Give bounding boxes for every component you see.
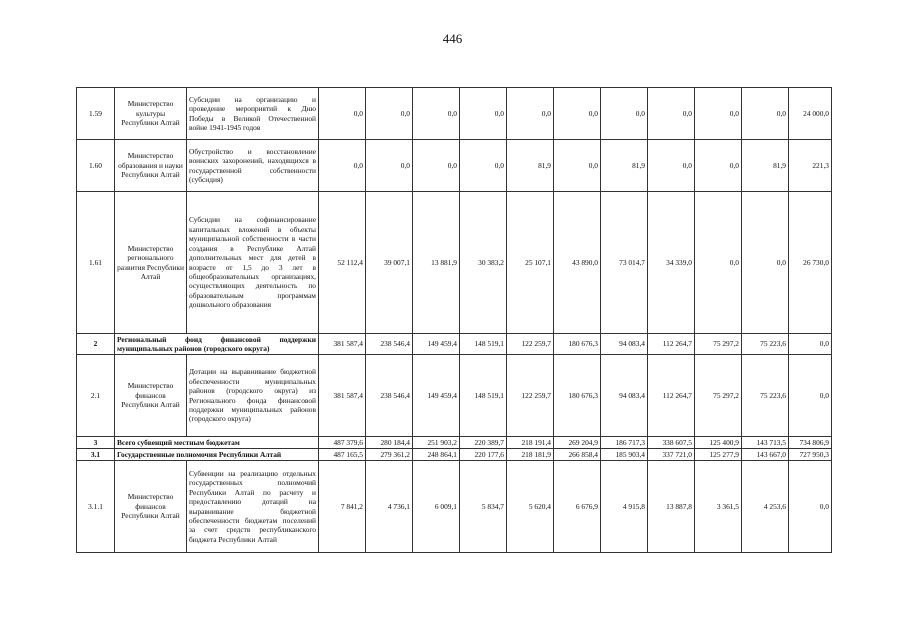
row-value: 125 277,9: [695, 449, 742, 461]
row-title: Государственные полномочия Республики Алтай: [115, 449, 319, 461]
row-value: 180 676,3: [554, 334, 601, 355]
row-value: 220 177,6: [460, 449, 507, 461]
row-value: 4 736,1: [366, 461, 413, 553]
row-value: 0,0: [695, 192, 742, 334]
row-value: 125 400,9: [695, 437, 742, 449]
row-value: 0,0: [366, 140, 413, 192]
row-value: 112 264,7: [648, 355, 695, 437]
row-value: 148 519,1: [460, 334, 507, 355]
row-value: 734 806,9: [789, 437, 832, 449]
row-value: 4 915,8: [601, 461, 648, 553]
row-value: 3 361,5: [695, 461, 742, 553]
row-value: 186 717,3: [601, 437, 648, 449]
table-row: [77, 192, 832, 334]
row-value: 149 459,4: [413, 355, 460, 437]
row-value: 0,0: [695, 88, 742, 140]
row-value: 487 165,5: [319, 449, 366, 461]
row-description: Дотации на выравнивание бюджетной обеспеченности муниципальных районов (городского округа) из Регионального фонда финансовой поддержки муниципальных районов (городского округа): [187, 355, 319, 437]
row-value: 39 007,1: [366, 192, 413, 334]
row-value: 279 361,2: [366, 449, 413, 461]
row-code: 3: [77, 437, 115, 449]
row-value: 143 713,5: [742, 437, 789, 449]
row-value: 0,0: [648, 88, 695, 140]
row-value: 266 858,4: [554, 449, 601, 461]
row-value: 75 297,2: [695, 334, 742, 355]
row-value: 75 223,6: [742, 334, 789, 355]
row-value: 122 259,7: [507, 355, 554, 437]
row-value: 0,0: [554, 140, 601, 192]
row-code: 3.1.1: [77, 461, 115, 553]
row-value: 112 264,7: [648, 334, 695, 355]
row-value: 338 607,5: [648, 437, 695, 449]
row-value: 0,0: [413, 88, 460, 140]
row-value: 221,3: [789, 140, 832, 192]
row-value: 251 903,2: [413, 437, 460, 449]
table-row: [77, 334, 832, 355]
row-value: 185 903,4: [601, 449, 648, 461]
row-code: 2: [77, 334, 115, 355]
row-value: 24 000,0: [789, 88, 832, 140]
row-code: 2.1: [77, 355, 115, 437]
row-value: 0,0: [789, 334, 832, 355]
row-value: 0,0: [554, 88, 601, 140]
table-row: [77, 355, 832, 437]
table-row: [77, 88, 832, 140]
row-value: 30 383,2: [460, 192, 507, 334]
row-title: Региональный фонд финансовой поддержки муниципальных районов (городского округа): [115, 334, 319, 355]
row-value: 0,0: [695, 140, 742, 192]
row-value: 0,0: [460, 140, 507, 192]
row-value: 94 083,4: [601, 355, 648, 437]
table-row: [77, 437, 832, 449]
row-value: 122 259,7: [507, 334, 554, 355]
row-description: Обустройство и восстановление воинских захоронений, находящихся в государственной собственности (субсидия): [187, 140, 319, 192]
row-value: 487 379,6: [319, 437, 366, 449]
row-value: 0,0: [601, 88, 648, 140]
row-value: 75 223,6: [742, 355, 789, 437]
row-value: 52 112,4: [319, 192, 366, 334]
row-value: 220 389,7: [460, 437, 507, 449]
row-value: 0,0: [460, 88, 507, 140]
row-value: 6 009,1: [413, 461, 460, 553]
row-value: 143 667,0: [742, 449, 789, 461]
table-row: [77, 449, 832, 461]
row-code: 3.1: [77, 449, 115, 461]
row-value: 73 014,7: [601, 192, 648, 334]
row-value: 81,9: [742, 140, 789, 192]
row-value: 180 676,3: [554, 355, 601, 437]
row-value: 0,0: [319, 88, 366, 140]
row-value: 0,0: [366, 88, 413, 140]
row-value: 280 184,4: [366, 437, 413, 449]
row-value: 26 730,0: [789, 192, 832, 334]
row-value: 0,0: [789, 461, 832, 553]
row-value: 13 887,8: [648, 461, 695, 553]
row-value: 0,0: [742, 88, 789, 140]
table-row: [77, 461, 832, 553]
row-value: 5 834,7: [460, 461, 507, 553]
row-ministry: Министерство регионального развития Республики Алтай: [115, 192, 187, 334]
row-value: 269 204,9: [554, 437, 601, 449]
row-value: 25 107,1: [507, 192, 554, 334]
row-value: 5 620,4: [507, 461, 554, 553]
row-code: 1.61: [77, 192, 115, 334]
row-description: Субсидии на организацию и проведение мероприятий к Дню Победы в Великой Отечественной войне 1941-1945 годов: [187, 88, 319, 140]
table-row: [77, 140, 832, 192]
row-value: 727 950,3: [789, 449, 832, 461]
row-value: 94 083,4: [601, 334, 648, 355]
row-value: 75 297,2: [695, 355, 742, 437]
row-ministry: Министерство образования и науки Республики Алтай: [115, 140, 187, 192]
row-value: 218 191,4: [507, 437, 554, 449]
row-value: 381 587,4: [319, 334, 366, 355]
row-value: 381 587,4: [319, 355, 366, 437]
row-value: 6 676,9: [554, 461, 601, 553]
row-code: 1.60: [77, 140, 115, 192]
row-code: 1.59: [77, 88, 115, 140]
row-description: Субсидии на софинансирование капитальных вложений в объекты муниципальной собственности в части создания в Республике Алтай дополнительных мест для детей в возрасте от 1,5 до 3 лет в общеобразовательных организациях, осуществляющих деятельность по образовательным программам дошкольного образования: [187, 192, 319, 334]
row-ministry: Министерство финансов Республики Алтай: [115, 461, 187, 553]
row-value: 149 459,4: [413, 334, 460, 355]
row-value: 43 890,0: [554, 192, 601, 334]
row-value: 81,9: [507, 140, 554, 192]
row-value: 148 519,1: [460, 355, 507, 437]
row-value: 248 864,1: [413, 449, 460, 461]
row-value: 238 546,4: [366, 334, 413, 355]
row-title: Всего субвенций местным бюджетам: [115, 437, 319, 449]
row-value: 81,9: [601, 140, 648, 192]
row-value: 0,0: [507, 88, 554, 140]
row-value: 0,0: [789, 355, 832, 437]
row-value: 238 546,4: [366, 355, 413, 437]
row-value: 218 181,9: [507, 449, 554, 461]
row-value: 13 881,9: [413, 192, 460, 334]
row-ministry: Министерство финансов Республики Алтай: [115, 355, 187, 437]
row-value: 0,0: [648, 140, 695, 192]
row-value: 0,0: [413, 140, 460, 192]
row-value: 4 253,6: [742, 461, 789, 553]
row-value: 7 841,2: [319, 461, 366, 553]
page-number: 446: [442, 31, 463, 46]
row-description: Субвенции на реализацию отдельных государственных полномочий Республики Алтай по расчету и предоставлению дотаций на выравнивание бюджетной обеспеченности бюджетам поселений за счет средств республиканского бюджета Республики Алтай: [187, 461, 319, 553]
row-ministry: Министерство культуры Республики Алтай: [115, 88, 187, 140]
row-value: 0,0: [319, 140, 366, 192]
row-value: 337 721,0: [648, 449, 695, 461]
budget-table: [76, 87, 832, 553]
row-value: 0,0: [742, 192, 789, 334]
row-value: 34 339,0: [648, 192, 695, 334]
